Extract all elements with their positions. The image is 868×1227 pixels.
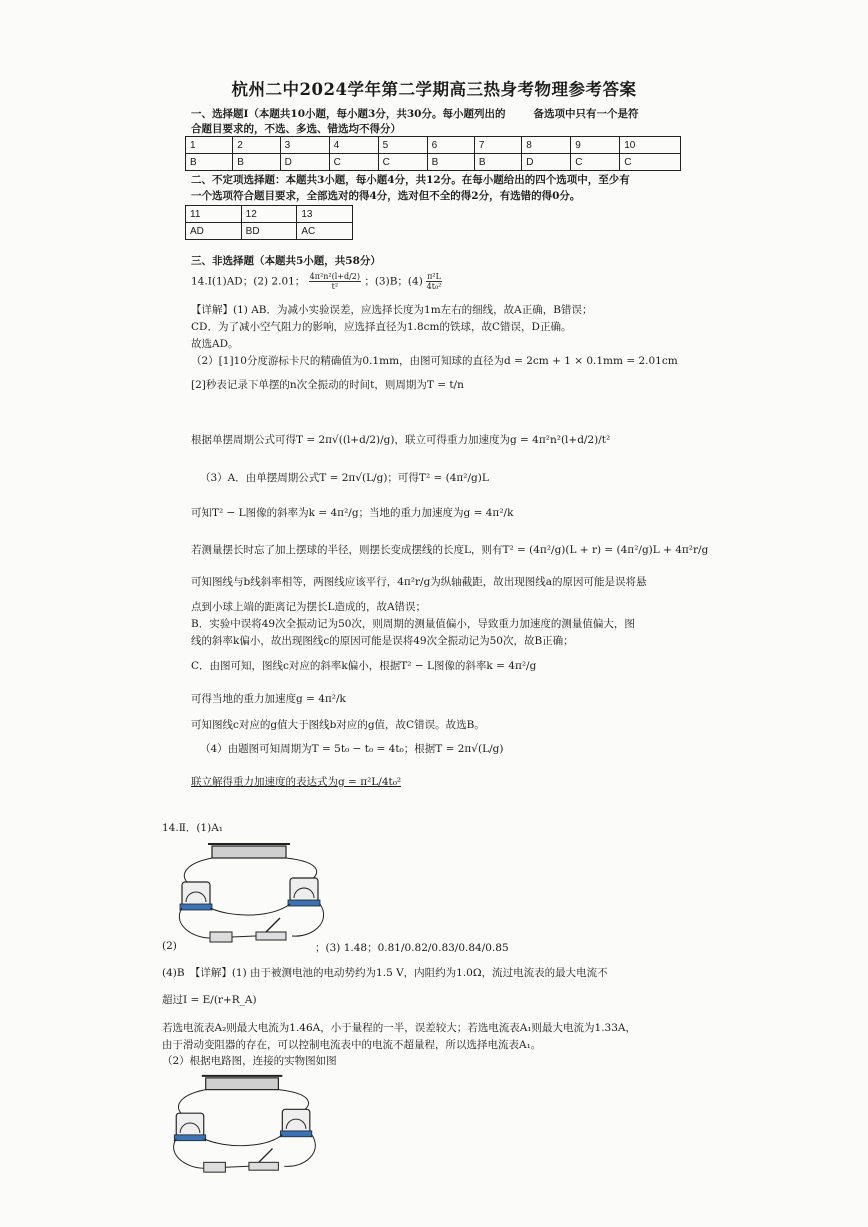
table-cell: C [378,154,427,171]
detail-line-10: 可知图线与b线斜率相等，两图线应该平行，4π²r/g为纵轴截距，故出现图线a的原因可能是误将悬 [191,576,647,588]
section1-answer-table [185,136,681,171]
table-cell: BD [241,223,297,240]
table-row [186,154,681,171]
q14-2-line-2b: ；(3) 1.48；0.81/0.82/0.83/0.84/0.85 [315,942,509,954]
table-cell: 13 [297,206,353,223]
table-cell: 10 [620,137,681,154]
table-cell: B [186,154,233,171]
detail-line-16: 可知图线c对应的g值大于图线b对应的g值，故C错误。故选B。 [191,719,485,731]
q14-2-line-6: 由于滑动变阻器的存在，可以控制电流表中的电流不超量程，所以选择电流表A₁。 [162,1039,542,1051]
table-cell: 6 [427,137,474,154]
section3-heading: 三、非选择题（本题共5小题，共58分） [191,255,381,267]
table-cell: 2 [233,137,280,154]
detail-line-17: （4）由题图可知周期为T = 5t₀ − t₀ = 4t₀；根据T = 2π√(L/g) [200,743,504,755]
q14-2-line-7: （2）根据电路图，连接的实物图如图 [162,1055,337,1067]
detail-line-18: 联立解得重力加速度的表达式为g = π²L/4t₀² [191,776,402,788]
table-cell: B [427,154,474,171]
table-cell: 9 [571,137,620,154]
q14-2-line-4: 超过I = E/(r+R_A) [162,994,257,1006]
detail-line-9: 若测量摆长时忘了加上摆球的半径，则摆长变成摆线的长度L，则有T² = (4π²/g)(L + r) = (4π²/g)L + 4π²r/g [191,544,709,556]
switch-icon [256,932,286,940]
detail-line-3: 故选AD。 [191,338,239,350]
circuit-diagram-1 [172,838,332,950]
table-cell: C [329,154,378,171]
table-row [186,206,353,223]
battery-icon [210,932,232,942]
rheostat-icon [212,846,286,858]
section1-heading: 一、选择题Ⅰ（本题共10小题，每小题3分，共30分。每小题列出的 备选项中只有一个是符 [191,108,639,120]
table-cell: 11 [186,206,242,223]
table-cell: 5 [378,137,427,154]
detail-line-8: 可知T² − L图像的斜率为k = 4π²/g；当地的重力加速度为g = 4π²/k [191,507,514,519]
table-cell: C [571,154,620,171]
table-cell: 8 [522,137,571,154]
section2-heading: 二、不定项选择题：本题共3小题，每小题4分，共12分。在每小题给出的四个选项中，至少有 [191,174,630,186]
table-cell: 7 [474,137,521,154]
voltmeter-icon [282,1109,310,1133]
detail-line-1: 【详解】(1) AB．为减小实验误差，应选择长度为1m左右的细线，故A正确，B错误； [191,304,593,316]
ammeter-icon [182,882,210,906]
table-cell: 1 [186,137,233,154]
rheostat-icon [206,1078,279,1090]
detail-line-11: 点到小球上端的距离记为摆长L造成的，故A错误； [191,601,427,613]
page-title: 杭州二中2024学年第二学期高三热身考物理参考答案 [231,80,637,99]
section2-heading-line2: 一个选项符合题目要求，全部选对的得4分，选对但不全的得2分，有选错的得0分。 [191,190,581,202]
voltmeter-icon [290,878,318,902]
table-cell: C [620,154,681,171]
detail-line-6: 根据单摆周期公式可得T = 2π√((l+d/2)/g)，联立可得重力加速度为g = 4π²n²(l+d/2)/t² [191,434,611,446]
section1-heading-line2: 合题目要求的，不选、多选、错选均不得分） [191,123,401,135]
section2-answer-table [185,205,353,240]
detail-line-12: B．实验中误将49次全振动记为50次，则周期的测量值偏小，导致重力加速度的测量值偏大，图 [191,618,635,630]
table-row [186,137,681,154]
detail-line-15: 可得当地的重力加速度g = 4π²/k [191,693,346,705]
switch-icon [249,1162,278,1170]
table-cell: 4 [329,137,378,154]
fraction-answer-4: $\frac{\text{π²L}}{\text{4t₀²}}$ [426,272,442,291]
q14-2-line-1: 14.Ⅱ．(1)A₁ [162,822,224,834]
table-cell: D [280,154,329,171]
detail-line-13: 线的斜率k偏小，故出现图线c的原因可能是误将49次全振动记为50次，故B正确； [191,635,574,647]
table-cell: 3 [280,137,329,154]
detail-line-5: [2]秒表记录下单摆的n次全振动的时间t，则周期为T = t/n [191,379,464,391]
detail-line-14: C．由图可知，图线c对应的斜率k偏小，根据T² − L图像的斜率k = 4π²/g [191,660,537,672]
q14-2-line-5: 若选电流表A₂则最大电流为1.46A，小于量程的一半，误差较大；若选电流表A₁则最大电流为1.33A， [162,1022,637,1034]
q14-2-line-3: (4)B 【详解】(1) 由于被测电池的电动势约为1.5 V，内阻约为1.0Ω，流过电流表的最大电流不 [162,967,608,979]
table-cell: AC [297,223,353,240]
table-cell: AD [186,223,242,240]
battery-icon [204,1162,226,1172]
detail-line-7: （3）A．由单摆周期公式T = 2π√(L/g)；可得T² = (4π²/g)L [200,472,489,484]
q14-1-answer: 14.Ⅰ(1)AD；(2) 2.01； $\frac{\text{4π²n²(l+d/2)}}{\text{t²}}$ ；(3)B；(4) $\frac{\text{π²L}}{\text{4t₀²}}$ [191,272,442,291]
table-cell: B [474,154,521,171]
fraction-g-expression: $\frac{\text{4π²n²(l+d/2)}}{\text{t²}}$ [309,272,360,291]
table-row [186,223,353,240]
table-cell: 12 [241,206,297,223]
q14-2-line-2a: (2) [162,940,177,952]
ammeter-icon [176,1113,204,1137]
circuit-diagram-2 [160,1070,330,1180]
detail-line-2: CD．为了减小空气阻力的影响，应选择直径为1.8cm的铁球，故C错误，D正确。 [191,321,572,333]
table-cell: D [522,154,571,171]
detail-line-4: （2）[1]10分度游标卡尺的精确值为0.1mm，由图可知球的直径为d = 2cm + 1 × 0.1mm = 2.01cm [191,355,678,367]
table-cell: B [233,154,280,171]
